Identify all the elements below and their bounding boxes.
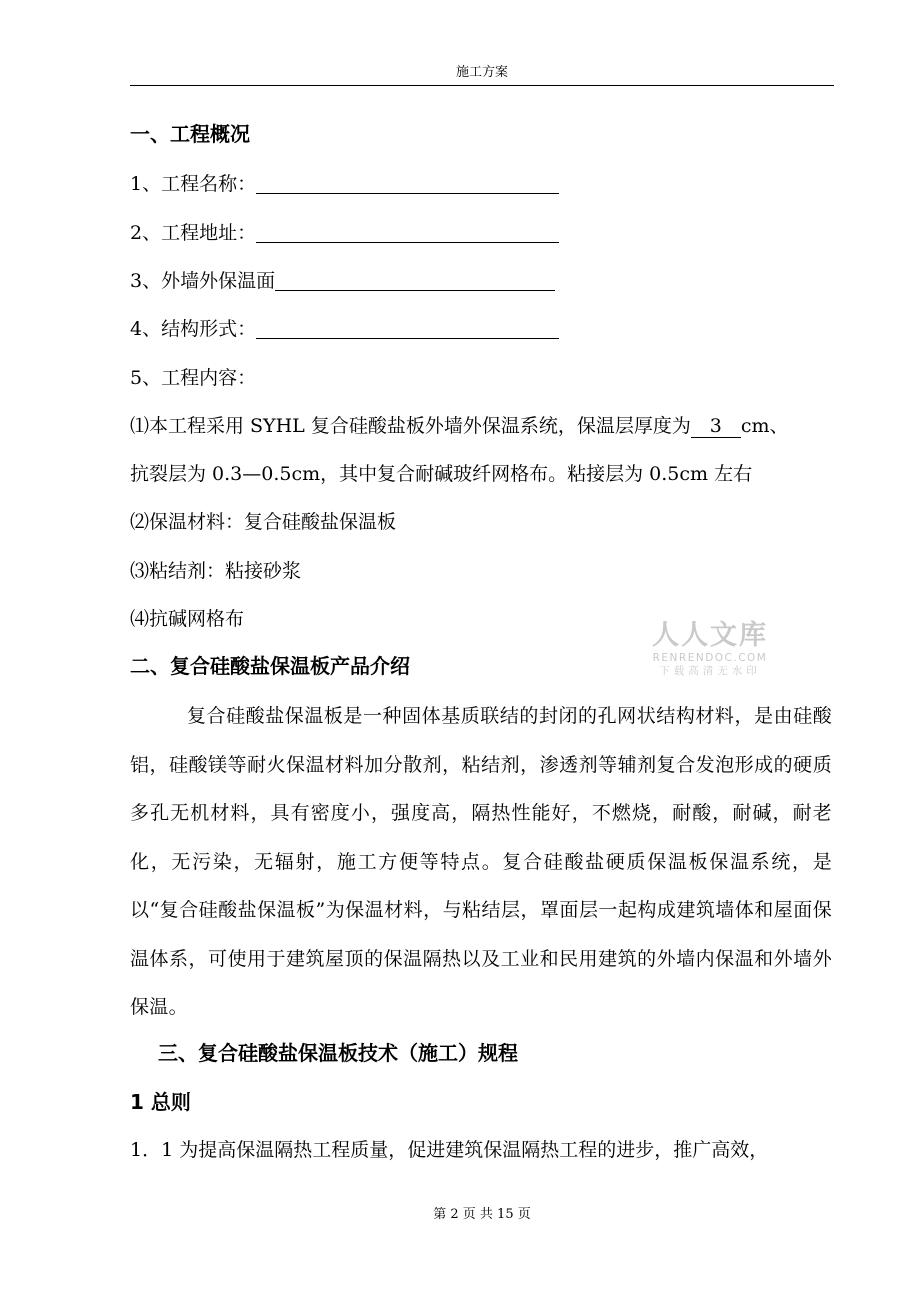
product-intro-paragraph: 复合硅酸盐保温板是一种固体基质联结的封闭的孔网状结构材料，是由硅酸铝，硅酸镁等耐火保温材料加分散剂，粘结剂，渗透剂等辅剂复合发泡形成的硬质多孔无机材料，具有密度小，强度高，隔热性能好，不燃烧，耐酸，耐碱，耐老化，无污染，无辐射，施工方便等特点。复合硅酸盐硬质保温板保温系统，是以“复合硅酸盐保温板”为保温材料，与粘结层，罩面层一起构成建筑墙体和屋面保温体系，可使用于建筑屋顶的保温隔热以及工业和民用建筑的外墙内保温和外墙外保温。	[130, 705, 832, 1018]
field-label: 2、工程地址：	[130, 222, 257, 244]
thickness-value: 3	[691, 415, 741, 438]
blank-fill-line	[275, 270, 555, 291]
field-label: 4、结构形式：	[130, 318, 257, 340]
blank-fill-line	[256, 318, 559, 339]
content-label: 5、工程内容：	[130, 367, 257, 389]
field-insulation-area	[130, 268, 555, 294]
section1-heading: 一、工程概况	[130, 122, 250, 146]
watermark-domain: RENRENDOC.COM	[652, 652, 768, 664]
watermark-tagline: 下载高清无水印	[659, 665, 761, 677]
field-structure-type	[130, 316, 559, 342]
watermark-title: 人人文库	[652, 620, 768, 651]
field-label: 3、外墙外保温面	[130, 270, 276, 292]
content-item-3: ⑶粘结剂：粘接砂浆	[130, 560, 302, 582]
watermark-logo	[645, 620, 775, 678]
section2-heading: 二、复合硅酸盐保温板产品介绍	[130, 654, 410, 678]
field-project-address	[130, 220, 559, 246]
field-label: 1、工程名称：	[130, 173, 257, 195]
header-divider	[130, 85, 834, 86]
blank-fill-line	[256, 222, 559, 243]
page-header: 施工方案	[455, 65, 508, 80]
item1-text: ⑴本工程采用 SYHL 复合硅酸盐板外墙外保温系统，保温层厚度为	[130, 415, 691, 437]
item1-unit: cm、	[740, 415, 789, 437]
section3-subheading: 1 总则	[130, 1090, 191, 1114]
content-item-1-line2: 抗裂层为 0.3—0.5cm，其中复合耐碱玻纤网格布。粘接层为 0.5cm 左右	[130, 463, 753, 485]
section3-line1: 1．1 为提高保温隔热工程质量，促进建筑保温隔热工程的进步，推广高效，	[130, 1139, 769, 1161]
content-item-4: ⑷抗碱网格布	[130, 608, 245, 630]
content-item-2: ⑵保温材料：复合硅酸盐保温板	[130, 511, 397, 533]
section3-heading: 三、复合硅酸盐保温板技术（施工）规程	[158, 1041, 518, 1065]
content-item-1	[130, 413, 789, 439]
blank-fill-line	[256, 173, 559, 194]
field-project-name	[130, 171, 559, 197]
page-footer: 第 2 页 共 15 页	[433, 1207, 531, 1222]
